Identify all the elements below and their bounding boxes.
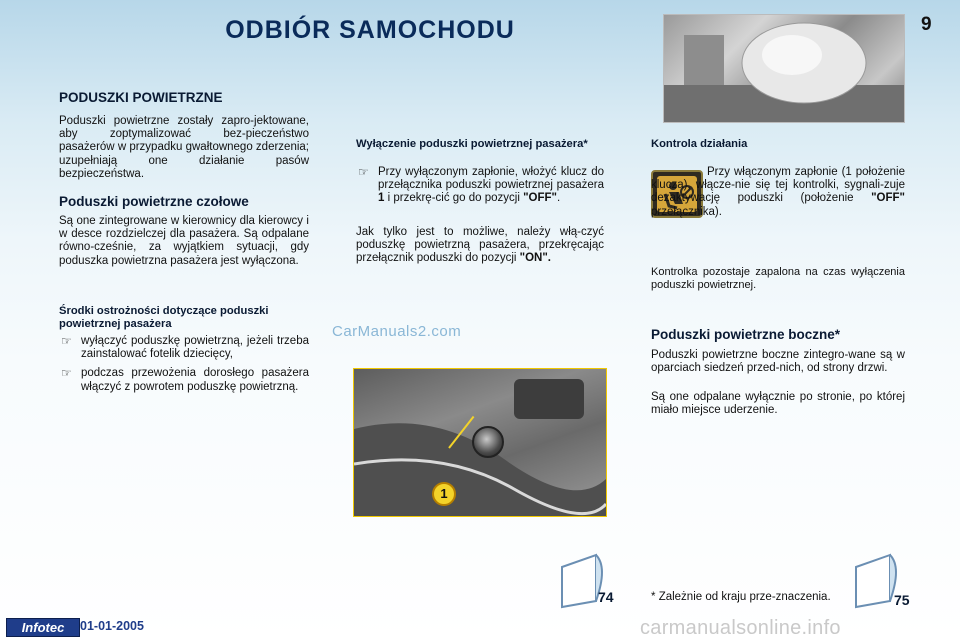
watermark: CarManuals2.com: [332, 323, 462, 340]
function-check-text: Przy włączonym zapłonie (1 położenie klucza), włącze-nie się tej kontrolki, sygnali-zuje dezaktywację poduszki (położenie "OFF" przełącznika).: [651, 166, 905, 218]
function-check-text-2: Kontrolka pozostaje zapalona na czas wyłączenia poduszki powietrznej.: [651, 266, 905, 292]
pointing-hand-icon: ☞: [61, 334, 72, 348]
footnote: * Zależnie od kraju prze-znaczenia.: [651, 591, 831, 603]
pointing-hand-icon: ☞: [358, 165, 369, 179]
intro-text: Poduszki powietrzne zostały zapro-jektowane, aby zoptymalizować bez-pieczeństwo pasażerów w przypadku gwałtownego zderzenia; uzupełniają one działanie pasów bezpieczeństwa.: [59, 115, 309, 180]
airbag-illustration: [664, 15, 904, 122]
airbag-photo: [663, 14, 905, 123]
passenger-airbag-steps: [356, 166, 604, 206]
page-number-left: 74: [598, 589, 614, 605]
reactivate-text: Jak tylko jest to możliwe, należy włą-czyć poduszkę powietrzną pasażera, przekręcając przełącznik poduszki do pozycji "ON".: [356, 226, 604, 265]
infotec-logo: Infotec: [6, 618, 80, 637]
list-item: ☞ podczas przewożenia dorosłego pasażera włączyć z powrotem poduszkę powietrzną.: [61, 366, 309, 393]
list-item: ☞ Przy wyłączonym zapłonie, włożyć klucz do przełącznika poduszki powietrznej pasażera 1 i przekrę-cić go do pozycji "OFF".: [358, 165, 604, 205]
off-label: "OFF": [871, 192, 905, 205]
airbag-switch-photo: [353, 368, 607, 517]
off-label: "OFF": [523, 192, 558, 205]
pointing-hand-icon: ☞: [61, 366, 72, 381]
side-airbags-text-2: Są one odpalane wyłącznie po stronie, po której miało miejsce uderzenie.: [651, 391, 905, 417]
airbag-key-switch: [472, 426, 504, 458]
site-watermark: carmanualsonline.info: [640, 617, 841, 639]
switch-number: 1: [378, 192, 385, 205]
front-airbags-text: Są one zintegrowane w kierownicy dla kierowcy i w desce rozdzielczej dla pasażera. Są odpalane równo-cześnie, za wyjątkiem sytuacji, gdy poduszka powietrzna pasażera jest wyłączona.: [59, 215, 309, 267]
on-label: "ON".: [519, 252, 551, 265]
heading-side-airbags: Poduszki powietrzne boczne*: [651, 327, 841, 342]
heading-airbags: PODUSZKI POWIETRZNE: [59, 90, 223, 105]
callout-1: 1: [432, 482, 456, 506]
heading-passenger-airbag-off: Wyłączenie poduszki powietrznej pasażera*: [356, 138, 588, 150]
list-item: ☞ wyłączyć poduszkę powietrzną, jeżeli trzeba zainstalować fotelik dziecięcy,: [61, 334, 309, 361]
page-number-right: 75: [894, 592, 910, 608]
heading-function-check: Kontrola działania: [651, 138, 748, 150]
section-airbags: [59, 90, 309, 105]
heading-front-airbags: Poduszki powietrzne czołowe: [59, 194, 249, 209]
side-airbags-text: Poduszki powietrzne boczne zintegro-wane są w oparciach siedzeń przed-nich, od strony drzwi.: [651, 349, 905, 375]
heading-precautions: Środki ostrożności dotyczące poduszki powietrznej pasażera: [59, 305, 269, 330]
precautions-list: [59, 335, 309, 394]
chapter-number: 9: [921, 14, 932, 35]
print-date: 01-01-2005: [80, 619, 144, 633]
page-title: ODBIÓR SAMOCHODU: [225, 16, 515, 44]
footnote-mark: *: [651, 591, 656, 603]
